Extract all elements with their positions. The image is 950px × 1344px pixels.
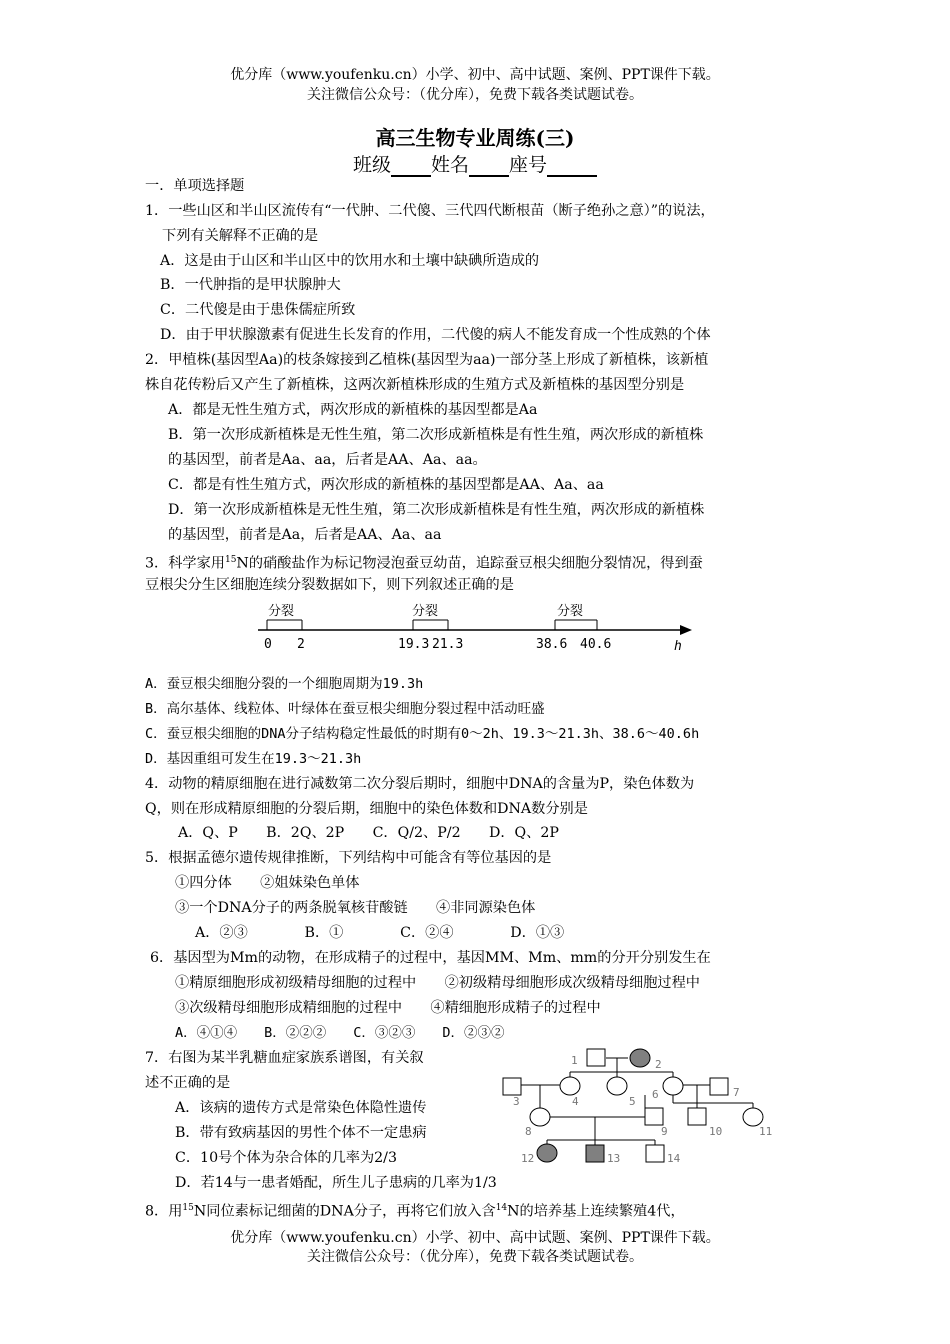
pedigree-label-8: 8 — [525, 1125, 532, 1138]
q5-options: A．②③ B．① C．②④ D．①③ — [195, 925, 565, 941]
q2-option-b-1: B．第一次形成新植株是无性生殖，第二次形成新植株是有性生殖，两次形成的新植株 — [168, 427, 704, 443]
pedigree-label-10: 10 — [709, 1125, 723, 1138]
q5-item-line-2: ③一个DNA分子的两条脱氧核苷酸链 ④非同源染色体 — [175, 900, 536, 916]
pedigree-label-3: 3 — [513, 1095, 520, 1108]
pedigree-male-1 — [587, 1049, 605, 1066]
q7-option-b: B．带有致病基因的男性个体不一定患病 — [175, 1125, 427, 1141]
q8-isotope-sup-1: 15 — [182, 1203, 194, 1213]
q8-stem-post: N的培养基上连续繁殖4代， — [507, 1203, 685, 1220]
q6-item-line-2: ③次级精母细胞形成精细胞的过程中 ④精细胞形成精子的过程中 — [175, 1000, 601, 1016]
q8-isotope-sup-2: 14 — [495, 1203, 508, 1213]
pedigree-chart — [495, 1040, 785, 1170]
pedigree-label-6: 6 — [652, 1088, 659, 1101]
pedigree-male-14 — [646, 1145, 664, 1162]
pedigree-label-11: 11 — [759, 1125, 773, 1138]
q7-stem-1: 7．右图为某半乳糖血症家族系谱图，有关叙 — [145, 1050, 424, 1066]
axis-unit: h — [674, 639, 682, 654]
pedigree-label-7: 7 — [733, 1086, 740, 1099]
q7-option-a: A．该病的遗传方式是常染色体隐性遗传 — [175, 1100, 427, 1116]
q2-stem-1: 2．甲植株(基因型Aa)的枝条嫁接到乙植株(基因型为aa)一部分茎上形成了新植株，该新植 — [145, 352, 709, 368]
q4-stem-1: 4．动物的精原细胞在进行减数第二次分裂后期时，细胞中DNA的含量为P，染色体数为 — [145, 776, 695, 792]
q3-stem-2: 豆根尖分生区细胞连续分裂数据如下，则下列叙述正确的是 — [145, 577, 514, 593]
q1-option-c: C．二代傻是由于患侏儒症所致 — [160, 302, 356, 318]
pedigree-label-1: 1 — [571, 1054, 578, 1067]
q4-stem-2: Q，则在形成精原细胞的分裂后期，细胞中的染色体数和DNA数分别是 — [145, 801, 588, 817]
q3-isotope-sup: 15 — [224, 555, 237, 565]
q2-option-d-1: D．第一次形成新植株是无性生殖，第二次形成新植株是有性生殖，两次形成的新植株 — [168, 502, 705, 518]
q8-stem — [145, 1197, 685, 1223]
page-title: 高三生物专业周练(三) — [375, 126, 575, 150]
class-blank[interactable] — [391, 157, 431, 177]
cell-cycle-timeline — [250, 598, 700, 658]
q1-stem-1: 1．一些山区和半山区流传有“一代肿、二代傻、三代四代断根苗（断子绝孙之意）”的说法， — [145, 203, 715, 219]
tick-label-19-3: 19.3 — [398, 637, 430, 652]
q5-stem: 5．根据孟德尔遗传规律推断，下列结构中可能含有等位基因的是 — [145, 850, 552, 866]
pedigree-female-8 — [530, 1108, 550, 1126]
pedigree-label-14: 14 — [667, 1152, 681, 1165]
q2-option-a: A．都是无性生殖方式，两次形成的新植株的基因型都是Aa — [168, 402, 538, 418]
q2-option-d-2: 的基因型，前者是Aa，后者是AA、Aa、aa — [168, 527, 442, 543]
student-info — [0, 150, 950, 177]
division-bracket-1 — [267, 604, 302, 630]
class-label: 班级 — [352, 154, 391, 176]
q3-option-a: A．蚕豆根尖细胞分裂的一个细胞周期为19.3h — [145, 676, 424, 692]
q1-stem-2: 下列有关解释不正确的是 — [162, 228, 319, 244]
division-label-3: 分裂 — [557, 604, 584, 619]
pedigree-label-12: 12 — [521, 1152, 535, 1165]
q7-option-d: D．若14与一患者婚配，所生儿子患病的几率为1/3 — [175, 1175, 497, 1191]
q5-item-line-1: ①四分体 ②姐妹染色单体 — [175, 875, 360, 891]
division-label-2: 分裂 — [412, 604, 439, 619]
pedigree-label-9: 9 — [661, 1125, 668, 1138]
name-blank[interactable] — [469, 157, 509, 177]
division-label-1: 分裂 — [268, 604, 295, 619]
tick-label-38-6: 38.6 — [536, 637, 568, 652]
q3-stem-1 — [145, 549, 703, 575]
pedigree-male-7 — [710, 1078, 728, 1095]
pedigree-male-13-affected — [586, 1145, 604, 1162]
section-heading: 一．单项选择题 — [145, 178, 245, 194]
q6-stem: 6．基因型为Mm的动物，在形成精子的过程中，基因MM、Mm、mm的分开分别发生在 — [150, 950, 711, 966]
q3-option-c: C．蚕豆根尖细胞的DNA分子结构稳定性最低的时期有0～2h、19.3～21.3h、38.6～40.6h — [145, 726, 700, 742]
tick-label-40-6: 40.6 — [580, 637, 612, 652]
pedigree-female-4 — [560, 1077, 580, 1095]
header-line-1: 优分库（www.youfenku.cn）小学、初中、高中试题、案例、PPT课件下载。 — [230, 67, 720, 83]
tick-label-0: 0 — [264, 637, 272, 652]
pedigree-label-2: 2 — [655, 1058, 662, 1071]
q3-stem-post: N的硝酸盐作为标记物浸泡蚕豆幼苗，追踪蚕豆根尖细胞分裂情况，得到蚕 — [236, 555, 703, 572]
tick-label-21-3: 21.3 — [432, 637, 464, 652]
q4-options: A．Q、P B．2Q、2P C．Q/2、P/2 D．Q、2P — [178, 825, 559, 841]
q7-option-c: C．10号个体为杂合体的几率为2/3 — [175, 1150, 397, 1166]
pedigree-female-6 — [663, 1077, 683, 1095]
q1-option-b: B．一代肿指的是甲状腺肿大 — [160, 277, 341, 293]
pedigree-male-10 — [688, 1108, 706, 1125]
footer-line-1: 优分库（www.youfenku.cn）小学、初中、高中试题、案例、PPT课件下载。 — [230, 1230, 720, 1246]
pedigree-label-13: 13 — [607, 1152, 621, 1165]
pedigree-label-5: 5 — [629, 1095, 636, 1108]
name-label: 姓名 — [430, 154, 469, 176]
q3-option-b: B．高尔基体、线粒体、叶绿体在蚕豆根尖细胞分裂过程中活动旺盛 — [145, 701, 545, 717]
division-bracket-2 — [412, 604, 448, 630]
timeline-arrow — [680, 625, 692, 635]
q2-option-b-2: 的基因型，前者是Aa、aa，后者是AA、Aa、aa。 — [168, 452, 487, 468]
q8-stem-pre: 8．用 — [145, 1203, 183, 1220]
q2-stem-2: 株自花传粉后又产生了新植株，这两次新植株形成的生殖方式及新植株的基因型分别是 — [145, 377, 685, 393]
q6-item-line-1: ①精原细胞形成初级精母细胞的过程中 ②初级精母细胞形成次级精母细胞过程中 — [175, 975, 700, 991]
footer-line-2: 关注微信公众号：（优分库），免费下载各类试题试卷。 — [307, 1249, 643, 1265]
pedigree-female-12-affected — [537, 1144, 557, 1162]
pedigree-label-4: 4 — [572, 1095, 579, 1108]
header-line-2: 关注微信公众号：（优分库），免费下载各类试题试卷。 — [307, 87, 643, 103]
pedigree-male-9 — [645, 1108, 663, 1125]
pedigree-male-3 — [503, 1078, 521, 1095]
pedigree-female-5 — [607, 1077, 627, 1095]
q1-option-d: D．由于甲状腺激素有促进生长发育的作用，二代傻的病人不能发育成一个性成熟的个体 — [160, 327, 711, 343]
division-bracket-3 — [555, 604, 597, 630]
pedigree-female-11 — [743, 1108, 763, 1126]
q3-option-d: D．基因重组可发生在19.3～21.3h — [145, 751, 362, 767]
q7-stem-2: 述不正确的是 — [145, 1075, 231, 1091]
pedigree-female-2-affected — [630, 1049, 650, 1067]
q2-option-c: C．都是有性生殖方式，两次形成的新植株的基因型都是AA、Aa、aa — [168, 477, 604, 493]
q3-stem-pre: 3．科学家用 — [145, 555, 225, 572]
seat-blank[interactable] — [547, 157, 597, 177]
q8-stem-mid: N同位素标记细菌的DNA分子，再将它们放入含 — [193, 1203, 496, 1220]
tick-label-2: 2 — [297, 637, 305, 652]
q6-options: A．④①④ B．②②② C．③②③ D．②③② — [175, 1025, 505, 1041]
q1-option-a: A．这是由于山区和半山区中的饮用水和土壤中缺碘所造成的 — [160, 253, 540, 269]
seat-label: 座号 — [509, 154, 548, 176]
